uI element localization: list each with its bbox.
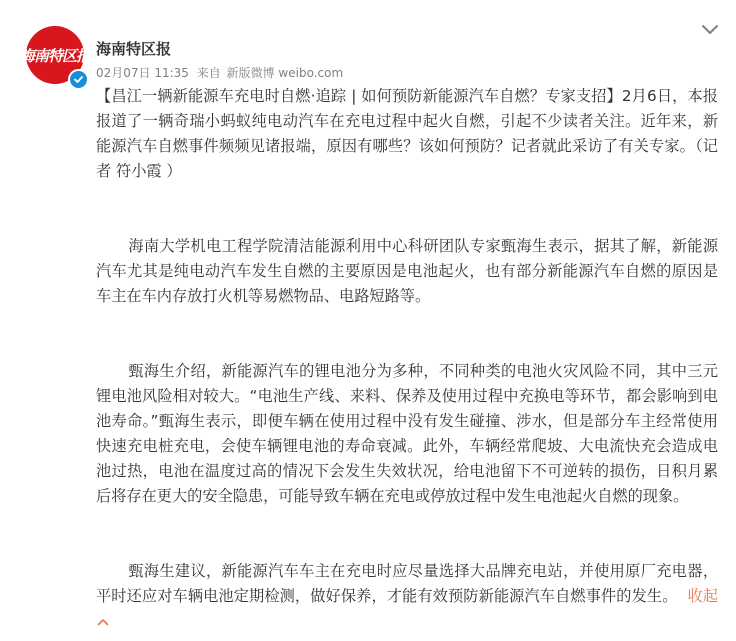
post-paragraph-4 (96, 559, 718, 634)
from-label: 来自 (196, 66, 221, 80)
username[interactable]: 海南特区报 (96, 40, 172, 58)
chevron-up-icon (97, 617, 109, 627)
post-meta (96, 64, 347, 81)
post-paragraph-4-text: 甄海生建议，新能源汽车车主在充电时应尽量选择大品牌充电站，并使用原厂充电器，平时还应对车辆电池定期检测，做好保养，才能有效预防新能源汽车自燃事件的发生。 (96, 562, 718, 605)
post-paragraph-1: 【昌江一辆新能源车充电时自燃·追踪 | 如何预防新能源汽车自燃？专家支招】2月6日，本报报道了一辆奇瑞小蚂蚁纯电动汽车在充电过程中起火自燃，引起不少读者关注。近年来，新能源汽车自燃事件频频见诸报端，原因有哪些？该如何预防？记者就此采访了有关专家。（记者 符小霞 ） (96, 87, 718, 180)
post-paragraph-2 (96, 234, 718, 309)
post-paragraph-2-text: 海南大学机电工程学院清洁能源利用中心科研团队专家甄海生表示，据其了解，新能源汽车尤其是纯电动汽车发生自燃的主要原因是电池起火，也有部分新能源汽车自燃的原因是车主在车内存放打火机等易燃物品、电路短路等。 (96, 237, 718, 305)
post-paragraph-3-text: 甄海生介绍，新能源汽车的锂电池分为多种，不同种类的电池火灾风险不同，其中三元锂电池风险相对较大。“电池生产线、来料、保养及使用过程中充换电等环节，都会影响到电池寿命。”甄海生表示，即便车辆在使用过程中没有发生碰撞、涉水，但是部分车主经常使用快速充电桩充电，会使车辆锂电池的寿命衰减。此外，车辆经常爬坡、大电流快充会造成电池过热，电池在温度过高的情况下会发生失效状况，给电池留下不可逆转的损伤，日积月累后将存在更大的安全隐患，可能导致车辆在充电或停放过程中发生电池起火自燃的现象。 (96, 362, 718, 505)
collapse-label: 收起 (687, 587, 719, 605)
avatar-logo-text: 海南特区报 (20, 46, 91, 65)
post-paragraph-3 (96, 359, 718, 509)
verified-badge-icon (68, 69, 89, 90)
chevron-down-icon[interactable] (700, 22, 720, 38)
post-content (96, 84, 718, 634)
post-source[interactable]: 新版微博 weibo.com (226, 66, 344, 80)
post-time[interactable]: 02月07日 11:35 (96, 66, 189, 80)
